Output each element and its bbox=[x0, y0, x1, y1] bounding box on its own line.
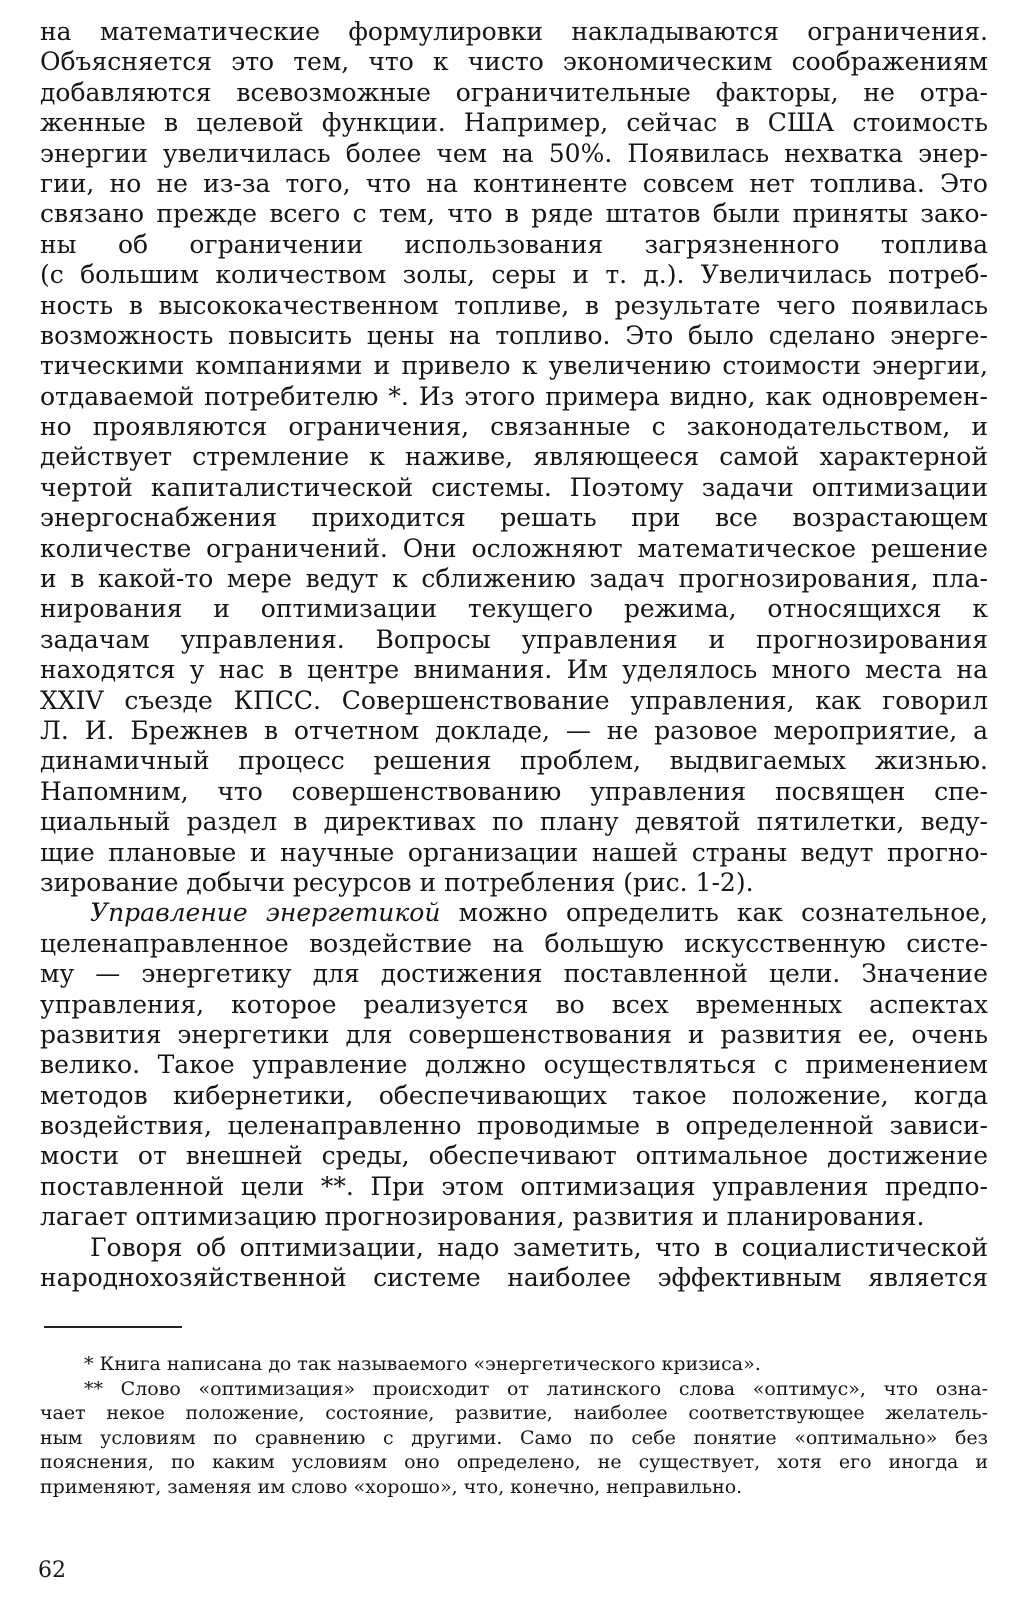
main-text bbox=[40, 17, 988, 1293]
text-line: нирования и оптимизации текущего режима, относящихся к bbox=[40, 594, 988, 624]
text-line: но проявляются ограничения, связанные с законодательством, и bbox=[40, 412, 988, 442]
text-line: на математические формулировки накладываются ограничения. bbox=[40, 17, 988, 46]
text-line: народнохозяйственной системе наиболее эффективным является bbox=[40, 1263, 988, 1293]
text-line: мости от внешней среды, обеспечивают оптимальное достижение bbox=[40, 1141, 988, 1171]
text-line: отдаваемой потребителю *. Из этого примера видно, как одновремен- bbox=[40, 381, 988, 411]
text-line: действует стремление к наживе, являющееся самой характерной bbox=[40, 442, 988, 472]
text-line: женные в целевой функции. Например, сейчас в США стоимость bbox=[40, 108, 988, 138]
text-line: методов кибернетики, обеспечивающих такое положение, когда bbox=[40, 1080, 988, 1110]
footnote-line: применяют, заменяя им слово «хорошо», что, конечно, неправильно. bbox=[40, 1475, 743, 1498]
footnote-line: пояснения, по каким условиям оно определено, не существует, хотя его иногда и bbox=[40, 1451, 988, 1474]
text-line: гии, но не из-за того, что на континенте совсем нет топлива. Это bbox=[40, 168, 988, 198]
footnotes bbox=[40, 1352, 988, 1500]
text-line: Говоря об оптимизации, надо заметить, что в социалистической bbox=[90, 1232, 988, 1262]
footnote-line: ** Слово «оптимизация» происходит от латинского слова «оптимус», что озна- bbox=[84, 1377, 988, 1400]
text-line: ность в высококачественном топливе, в результате чего появилась bbox=[40, 290, 988, 320]
footnote-line: * Книга написана до так называемого «энергетического кризиса». bbox=[84, 1353, 761, 1375]
italic-term: Управление энергетикой bbox=[90, 898, 441, 928]
footnote-line: ным условиям по сравнению с другими. Само по себе понятие «оптимально» без bbox=[40, 1426, 988, 1449]
text-line: возможность повысить цены на топливо. Это было сделано энерге- bbox=[40, 320, 988, 350]
text-line: энергии увеличилась более чем на 50%. Появилась нехватка энер- bbox=[40, 138, 988, 168]
text-line: му — энергетику для достижения поставленной цели. Значение bbox=[40, 959, 988, 989]
text-line: развития энергетики для совершенствования и развития ее, очень bbox=[40, 1019, 988, 1049]
paragraph-line bbox=[40, 898, 988, 928]
text-line: щие плановые и научные организации нашей страны ведут прогно- bbox=[40, 837, 988, 867]
text-line: добавляются всевозможные ограничительные факторы, не отра- bbox=[40, 77, 988, 107]
text-line: тическими компаниями и привело к увеличению стоимости энергии, bbox=[40, 351, 988, 381]
text-line: XXIV съезде КПСС. Совершенствование управления, как говорил bbox=[40, 685, 988, 715]
text-line: Л. И. Брежнев в отчетном докладе, — не разовое мероприятие, а bbox=[40, 715, 988, 745]
text-line: Напомним, что совершенствованию управления посвящен спе- bbox=[40, 776, 988, 806]
text-line: динамичный процесс решения проблем, выдвигаемых жизнью. bbox=[40, 746, 988, 776]
footnote-line: чает некое положение, состояние, развитие, наиболее соответствующее желатель- bbox=[40, 1402, 988, 1425]
text-line-rest: можно определить как сознательное, bbox=[458, 898, 988, 928]
text-line: велико. Такое управление должно осуществляться с применением bbox=[40, 1050, 988, 1080]
text-line: воздействия, целенаправленно проводимые в определенной зависи- bbox=[40, 1111, 988, 1141]
text-line: лагает оптимизацию прогнозирования, развития и планирования. bbox=[40, 1202, 925, 1232]
text-line: управления, которое реализуется во всех временных аспектах bbox=[40, 989, 988, 1019]
text-line: циальный раздел в директивах по плану девятой пятилетки, веду- bbox=[40, 807, 988, 837]
footnote-divider bbox=[44, 1326, 182, 1328]
text-line: находятся у нас в центре внимания. Им уделялось много места на bbox=[40, 655, 988, 685]
text-line: зирование добычи ресурсов и потребления (рис. 1-2). bbox=[40, 867, 754, 897]
text-line: энергоснабжения приходится решать при все возрастающем bbox=[40, 503, 988, 533]
text-line: поставленной цели **. При этом оптимизация управления предпо- bbox=[40, 1171, 988, 1201]
text-line: чертой капиталистической системы. Поэтому задачи оптимизации bbox=[40, 472, 988, 502]
text-line: связано прежде всего с тем, что в ряде штатов были приняты зако- bbox=[40, 199, 988, 229]
page-number: 62 bbox=[38, 1558, 66, 1583]
text-line: количестве ограничений. Они осложняют математическое решение bbox=[40, 533, 988, 563]
text-line: целенаправленное воздействие на большую искусственную систе- bbox=[40, 928, 988, 958]
text-line: задачам управления. Вопросы управления и прогнозирования bbox=[40, 624, 988, 654]
text-line: Объясняется это тем, что к чисто экономическим соображениям bbox=[40, 47, 988, 77]
text-line: ны об ограничении использования загрязненного топлива bbox=[40, 229, 988, 259]
text-line: (с большим количеством золы, серы и т. д.). Увеличилась потреб- bbox=[40, 260, 988, 290]
text-line: и в какой-то мере ведут к сближению задач прогнозирования, пла- bbox=[40, 564, 988, 594]
